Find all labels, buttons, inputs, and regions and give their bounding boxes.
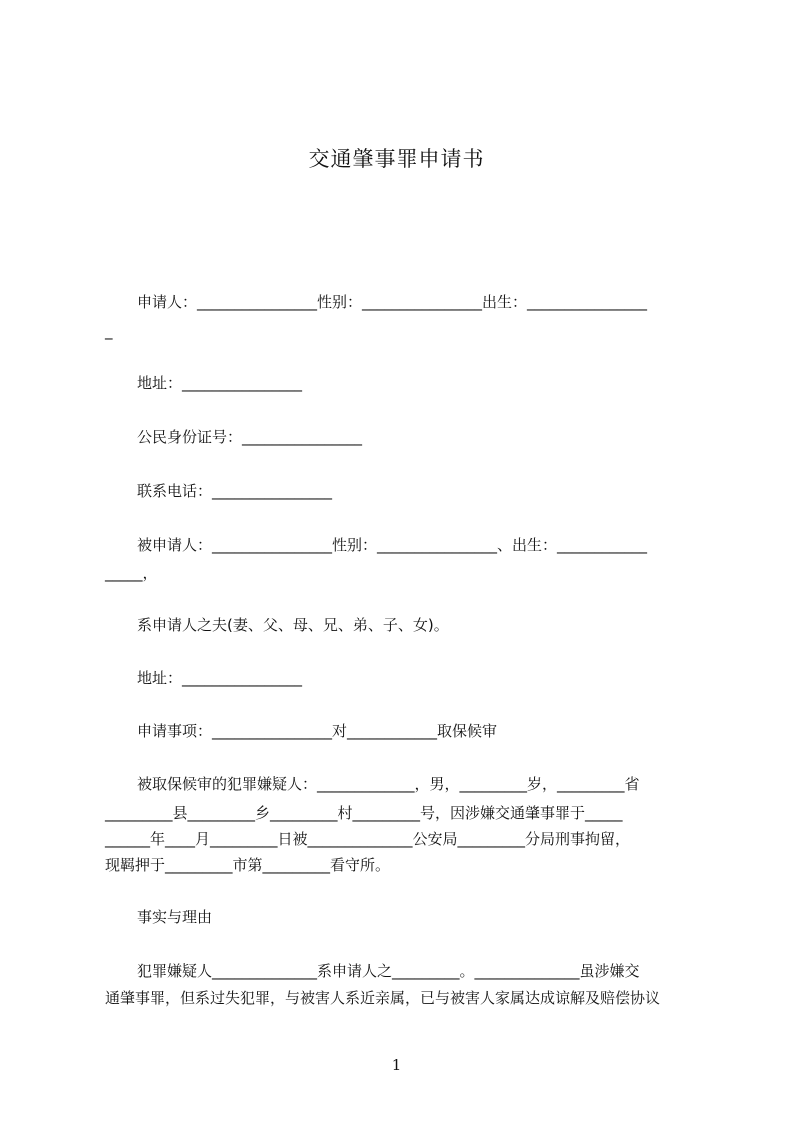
suspect-paragraph-line-2: _________县_________乡_________村_________号，因涉嫌交通肇事罪于_____ [105,804,623,822]
reason-paragraph-line-2: 通肇事罪，但系过失犯罪，与被害人系近亲属，已与被害人家属达成谅解及赔偿协议 [105,989,661,1007]
reason-paragraph-line-1: 犯罪嫌疑人______________系申请人之_________。______________虽涉嫌交 [137,962,640,980]
id-number-line: 公民身份证号：________________ [137,428,363,446]
suspect-paragraph-line-1: 被取保候审的犯罪嫌疑人：_____________，男，_________岁，_________省 [137,775,640,793]
matter-line: 申请事项：________________对____________取保候审 [137,722,498,740]
applicant-line-continued: _ [105,322,113,340]
page-title: 交通肇事罪申请书 [308,147,485,171]
relation-line: 系申请人之夫(妻、父、母、兄、弟、子、女)。 [137,616,449,634]
respondent-line: 被申请人：________________性别：________________、出生：____________ [137,536,648,554]
suspect-paragraph-line-3: ______年____月_________日被______________公安局_________分局刑事拘留， [105,830,631,848]
phone-line: 联系电话：________________ [137,482,333,500]
respondent-line-continued: _____， [105,564,158,582]
suspect-paragraph-line-4: 现羁押于_________市第_________看守所。 [105,856,391,874]
facts-heading: 事实与理由 [137,908,213,926]
address-line: 地址：________________ [137,374,303,392]
respondent-address-line: 地址：________________ [137,669,303,687]
applicant-line: 申请人：________________性别：________________出生：________________ [137,293,648,311]
page-number: 1 [391,1056,402,1074]
